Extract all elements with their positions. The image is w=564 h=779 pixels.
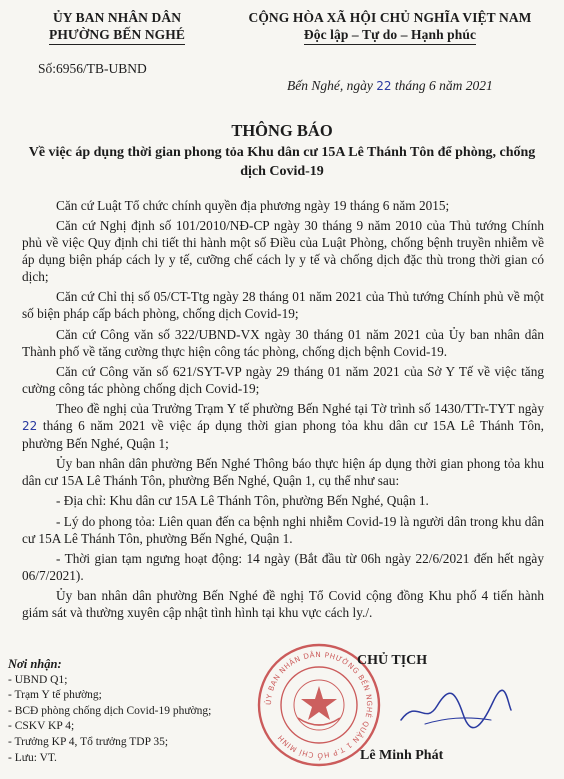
recipients-heading: Nơi nhận: (8, 657, 62, 671)
paragraph-part: tháng 6 năm 2021 về việc áp dụng thời gian phong tỏa khu dân cư 15A Lê Thánh Tôn, phường Bến Nghé, Quận 1; (22, 417, 544, 451)
handwritten-signature (395, 680, 515, 740)
org-line1: ỦY BAN NHÂN DÂN (52, 10, 182, 25)
recipient-item: - Trưởng KP 4, Tổ trưởng TDP 35; (8, 735, 169, 748)
document-subtitle: Về việc áp dụng thời gian phong tỏa Khu dân cư 15A Lê Thánh Tôn để phòng, chống dịch Covid-19 (28, 145, 536, 179)
issuing-authority (22, 9, 212, 45)
seal-ring-text: ỦY BAN NHÂN DÂN PHƯỜNG BẾN NGHÉ QUẬN 1 T.P HỒ CHÍ MINH (263, 649, 375, 761)
paragraph: Ủy ban nhân dân phường Bến Nghé Thông báo thực hiện áp dụng thời gian phong tỏa khu dân cư 15A Lê Thánh Tôn, phường Bến Nghé, Quận 1, cụ thể như sau: (22, 456, 544, 489)
recipient-item: - UBND Q1; (8, 673, 68, 686)
paragraph (22, 400, 544, 452)
org-line2: PHƯỜNG BẾN NGHÉ (49, 26, 185, 45)
recipients-list (8, 657, 211, 766)
recipient-item: - BCĐ phòng chống dịch Covid-19 phường; (8, 704, 212, 717)
paragraph: Căn cứ Nghị định số 101/2010/NĐ-CP ngày 30 tháng 9 năm 2010 của Thủ tướng Chính phủ về việc Quy định chi tiết thi hành một số Điều của Luật Phòng, chống bệnh truyền nhiễm về áp dụng biện pháp cách ly y tế, cưỡng chế cách ly y tế và chống dịch đặc thù trong thời gian có dịch; (22, 218, 544, 285)
paragraph-part: Theo đề nghị của Trưởng Trạm Y tế phường Bến Nghé tại Tờ trình số 1430/TTr-TYT ngày (56, 400, 544, 416)
document-body (22, 197, 544, 624)
signer-title: CHỦ TỊCH (357, 653, 428, 668)
date-suffix: tháng 6 năm 2021 (394, 78, 493, 93)
national-header (222, 9, 558, 45)
paragraph: - Thời gian tạm ngưng hoạt động: 14 ngày (Bắt đầu từ 06h ngày 22/6/2021 đến hết ngày 06/7/2021). (22, 550, 544, 583)
date-day-handwritten: 22 (376, 79, 392, 93)
paragraph: Căn cứ Chỉ thị số 05/CT-Ttg ngày 28 tháng 01 năm 2021 của Thủ tướng Chính phủ về một số biện pháp cấp bách phòng, chống dịch Covid-19; (22, 289, 544, 322)
country-name: CỘNG HÒA XÃ HỘI CHỦ NGHĨA VIỆT NAM (248, 10, 532, 25)
paragraph: Căn cứ Công văn số 621/SYT-VP ngày 29 tháng 01 năm 2021 của Sở Y Tế về việc tăng cường công tác phòng chống dịch Covid-19; (22, 363, 544, 396)
recipient-item: - Trạm Y tế phường; (8, 689, 102, 702)
national-motto: Độc lập – Tự do – Hạnh phúc (304, 26, 476, 45)
paragraph: - Lý do phong tỏa: Liên quan đến ca bệnh nghi nhiễm Covid-19 là người dân trong khu dân cư 15A Lê Thánh Tôn, phường Bến Nghé, Quận 1. (22, 513, 544, 546)
document-title: THÔNG BÁO (231, 121, 333, 140)
paragraph: Căn cứ Luật Tổ chức chính quyền địa phương ngày 19 tháng 6 năm 2015; (56, 198, 450, 213)
signer-name: Lê Minh Phát (360, 748, 444, 763)
recipient-item: - CSKV KP 4; (8, 720, 75, 733)
recipient-item: - Lưu: VT. (8, 751, 57, 764)
document-number: Số:6956/TB-UBND (38, 61, 147, 76)
handwritten-day: 22 (22, 418, 38, 433)
paragraph: Căn cứ Công văn số 322/UBND-VX ngày 30 tháng 01 năm 2021 của Ủy ban nhân dân Thành phố về tăng cường thực hiện công tác phòng, chống dịch bệnh Covid-19. (22, 326, 544, 359)
date-prefix: Bến Nghé, ngày (287, 78, 373, 93)
paragraph: - Địa chỉ: Khu dân cư 15A Lê Thánh Tôn, phường Bến Nghé, Quận 1. (56, 493, 429, 509)
issue-date (287, 78, 493, 94)
paragraph: Ủy ban nhân dân phường Bến Nghé đề nghị Tổ Covid cộng đồng Khu phố 4 tiến hành giám sát và thường xuyên cập nhật tình hình tại khu vực cách ly./. (22, 587, 544, 620)
seal-emblem (294, 680, 344, 730)
